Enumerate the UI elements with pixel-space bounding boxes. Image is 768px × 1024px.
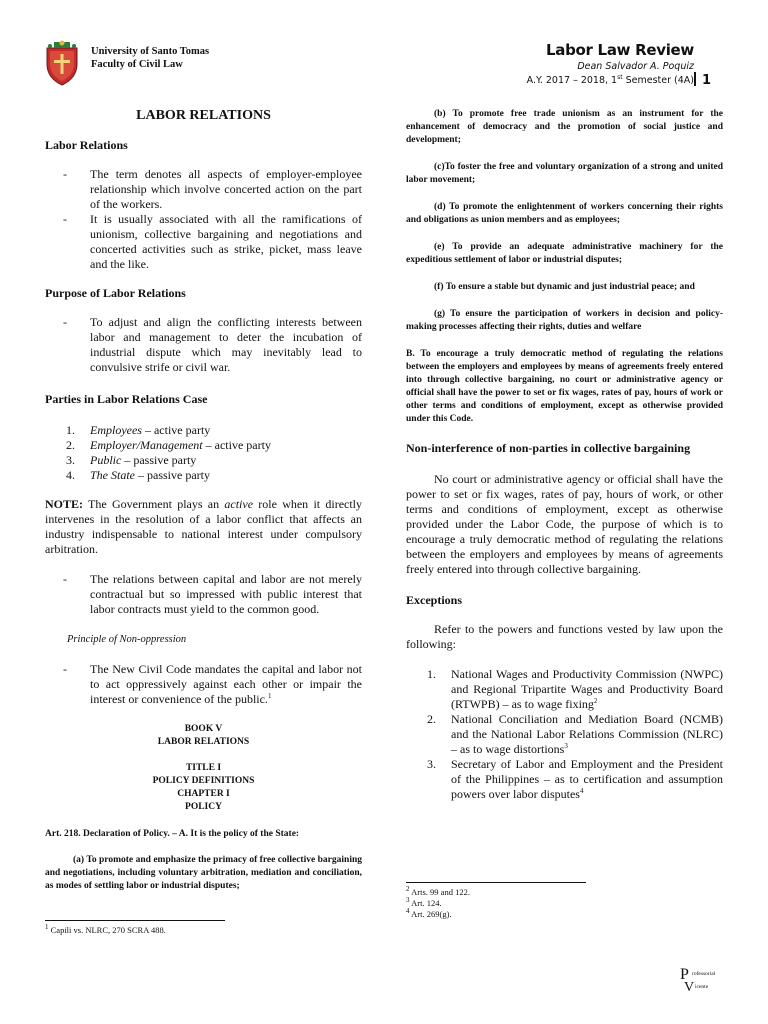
- exceptions-paragraph: Refer to the powers and functions vested by law upon the following:: [406, 622, 723, 651]
- pv-logo-icon: [680, 966, 720, 992]
- course-header: [527, 41, 694, 86]
- bullet-text: To adjust and align the conflicting interests between labor and management to deter the incubation of industrial dispute which may inevitably lead to convulsive strife or civil war.: [90, 315, 362, 374]
- party-role: – passive party: [121, 453, 197, 467]
- exceptions-list: [406, 667, 723, 802]
- party-role: – passive party: [135, 468, 210, 482]
- book-heading: [45, 723, 362, 814]
- party-role: – active party: [141, 423, 211, 437]
- party-role: – active party: [202, 438, 271, 452]
- page-number-value: 1: [701, 73, 711, 88]
- svg-text:icente: icente: [695, 984, 709, 990]
- article-item-d: (d) To promote the enlightenment of workers concerning their rights and obligations as union members and as employees;: [406, 202, 723, 225]
- bullet-text: The relations between capital and labor are not merely contractual but so impressed with public interest that labor contracts must yield to the common good.: [90, 572, 362, 616]
- list-item: - To adjust and align the conflicting interests between labor and management to deter the incubation of industrial dispute which may inevitably lead to convulsive strife or civil war.: [63, 315, 362, 374]
- footnote-ref: 3: [564, 742, 568, 750]
- noninterference-paragraph: No court or administrative agency or official shall have the power to set or fix wages, rates of pay, hours of work, or other terms and conditions of employment, except as otherwise provided under the Labor Code, the purpose of which is to encourage a truly democratic method of regulating the relations between the employers and employees by means of agreements freely entered into through collective bargaining.: [406, 472, 723, 576]
- heading-labor-relations: Labor Relations: [45, 138, 128, 152]
- note-paragraph: NOTE: The Government plays an active role when it directly intervenes in the resolution of a labor conflict that affects an industry indispensable to national interest under compulsory arbitration.: [45, 497, 363, 556]
- list-item: 2. National Conciliation and Mediation Board (NCMB) and the National Labor Relations Commission (NLRC) – as to wage distortions$^3$: [427, 712, 723, 756]
- principle-heading: Principle of Non-oppression: [67, 634, 187, 645]
- article-item-g: (g) To ensure the participation of workers in decision and policy-making processes affecting their rights, duties and welfare: [406, 309, 723, 332]
- bullet-text: The New Civil Code mandates the capital and labor not to act oppressively against each other or impair the interest or convenience of the public.: [90, 662, 362, 706]
- footnote-rule: [45, 920, 225, 921]
- article-item-f: (f) To ensure a stable but dynamic and just industrial peace; and: [434, 282, 695, 292]
- article-item-c: (c)To foster the free and voluntary organization of a strong and united labor movement;: [406, 162, 723, 185]
- footnote-ref: 4: [579, 787, 584, 795]
- semester-text-end: Semester (4A): [622, 75, 694, 86]
- main-title: LABOR RELATIONS: [136, 108, 271, 123]
- heading-parties: Parties in Labor Relations Case: [45, 392, 208, 406]
- list-item: - It is usually associated with all the ramifications of unionism, collective bargaining and negotiations and concerted activities such as strike, picket, mass leave and the like.: [63, 212, 362, 271]
- heading-noninterference: Non-interference of non-parties in collective bargaining: [406, 441, 691, 455]
- university-name: University of Santo Tomas: [91, 46, 210, 57]
- article-item-b: (b) To promote free trade unionism as an instrument for the enhancement of democracy and the promotion of social justice and development;: [406, 109, 723, 145]
- note-label: NOTE:: [45, 497, 84, 511]
- university-header: [91, 45, 209, 71]
- course-title: Labor Law Review: [546, 41, 694, 59]
- list-item: 4. The State – passive party: [66, 468, 210, 482]
- list-item: - The term denotes all aspects of employer-employee relationship which involve concerted action on the part of the workers.: [63, 167, 362, 211]
- article-item-a: (a) To promote and emphasize the primacy of free collective bargaining and negotiations, including voluntary arbitration, mediation and conciliation, as modes of settling labor or industrial disputes;: [45, 855, 362, 891]
- chapter-name: POLICY: [185, 802, 222, 812]
- party-name: Employer/Management: [90, 438, 203, 452]
- left-column: [45, 106, 362, 936]
- list-item: - The New Civil Code mandates the capital and labor not to act oppressively against each other or impair the interest or convenience of the public.$^1$: [63, 662, 362, 706]
- footnote: $^3$ Art. 124.: [406, 896, 442, 908]
- semester-text: A.Y. 2017 – 2018, 1: [526, 75, 618, 86]
- footnote-rule: [406, 882, 586, 883]
- heading-exceptions: Exceptions: [406, 593, 463, 607]
- title-name: POLICY DEFINITIONS: [152, 776, 255, 786]
- page-number: [694, 72, 711, 88]
- footnote-ref: 2: [593, 697, 598, 705]
- university-seal-icon: [44, 40, 80, 86]
- list-item: 2. Employer/Management – active party: [66, 438, 271, 452]
- page-number-divider: [694, 72, 696, 86]
- list-item: 1. National Wages and Productivity Commission (NWPC) and Regional Tripartite Wages and Productivity Board (RTWPB) – as to wage fixing$^2$: [427, 667, 723, 711]
- book-title: LABOR RELATIONS: [157, 737, 250, 747]
- footnote: $^4$ Art. 269(g).: [406, 907, 452, 919]
- article-item-e: (e) To provide an adequate administrative machinery for the expeditious settlement of labor or industrial disputes;: [406, 242, 723, 265]
- semester-line: [527, 75, 694, 86]
- article-part-b: B. To encourage a truly democratic method of regulating the relations between the employers and employees by means of agreements freely entered into through collective bargaining, no court or administrative agency or official shall have the power to set or fix wages, rates of pay, hours of work or other terms and conditions of employment, except as otherwise provided under this Code.: [406, 349, 723, 424]
- svg-text:P: P: [680, 966, 689, 983]
- parties-list: [45, 423, 362, 483]
- footnote: $^2$ Arts. 99 and 122.: [406, 885, 470, 897]
- list-item: 3. Secretary of Labor and Employment and the President of the Philippines – as to certification and assumption powers over labor disputes$^4$: [427, 757, 723, 801]
- faculty-name: Faculty of Civil Law: [91, 59, 183, 70]
- heading-purpose: Purpose of Labor Relations: [45, 286, 186, 300]
- semester-sup: st: [617, 73, 623, 81]
- title-label: TITLE I: [185, 763, 222, 773]
- list-item: - The relations between capital and labor are not merely contractual but so impressed with public interest that labor contracts must yield to the common good.: [63, 572, 362, 616]
- footnote: $^1$ Capili vs. NLRC, 270 SCRA 488.: [45, 923, 166, 935]
- chapter-label: CHAPTER I: [177, 789, 230, 799]
- svg-text:rofessorial: rofessorial: [692, 971, 716, 977]
- party-name: Public: [90, 453, 122, 467]
- bullet-text: The term denotes all aspects of employer-employee relationship which involve concerted action on the part of the workers.: [90, 167, 362, 211]
- bullet-text: It is usually associated with all the ramifications of unionism, collective bargaining and negotiations and concerted activities such as strike, picket, mass leave and the like.: [90, 212, 362, 271]
- party-name: The State: [90, 468, 135, 482]
- footnotes: [406, 887, 723, 920]
- book-label: BOOK V: [184, 724, 223, 734]
- list-item: 3. Public – passive party: [66, 453, 197, 467]
- party-name: Employees: [90, 423, 142, 437]
- course-author: Dean Salvador A. Poquiz: [577, 61, 694, 72]
- list-item: 1. Employees – active party: [66, 423, 211, 437]
- right-column: [406, 106, 723, 920]
- article-heading: Art. 218. Declaration of Policy. – A. It is the policy of the State:: [45, 829, 300, 839]
- svg-text:V: V: [684, 980, 695, 992]
- footnote-ref: 1: [267, 692, 272, 700]
